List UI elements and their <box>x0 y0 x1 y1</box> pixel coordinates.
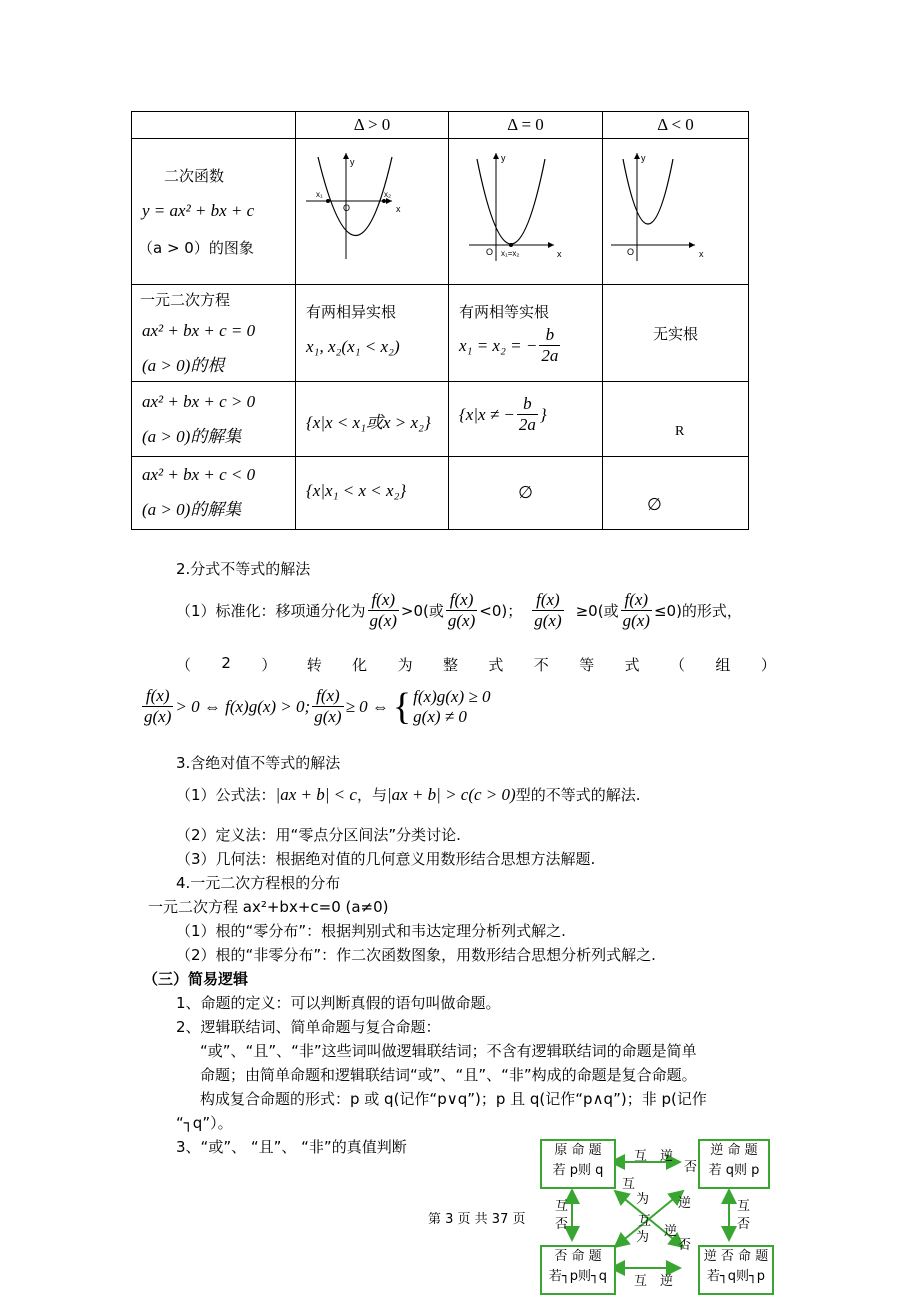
roots-two-distinct <box>296 285 449 382</box>
sec4-zero-distribution: （1）根的“零分布”：根据判别式和韦达定理分析列式解之. <box>176 922 566 940</box>
char: 整 <box>442 656 458 674</box>
sec3-definition-method: （2）定义法：用“零点分区间法”分类讨论. <box>176 826 461 844</box>
sec2-step2-heading <box>176 654 776 675</box>
formula-method-label: （1）公式法： <box>176 786 276 804</box>
label-less-inequality: ax² + bx + c < 0 <box>142 465 256 484</box>
char: 式 <box>624 656 640 674</box>
double-root-formula <box>459 325 562 366</box>
sec3-formula-method <box>176 784 640 805</box>
x1-label: x₁ <box>316 190 323 199</box>
double-root-lhs: x₁ = x₂ = − <box>459 335 538 355</box>
lt-solution-double-root: ∅ <box>449 457 603 530</box>
sec3-geometric-method: （3）几何法：根据绝对值的几何意义用数形结合思想方法解题. <box>176 850 596 868</box>
empty-set-symbol: ∅ <box>647 495 662 514</box>
fraction-denominator: 2a <box>541 346 559 365</box>
x-axis-label: x <box>699 249 704 259</box>
row-lt-label <box>132 457 296 530</box>
inequality-system <box>413 687 490 727</box>
gt-double-lhs: {x|x ≠ − <box>459 404 515 424</box>
y-axis-arrow <box>343 153 349 159</box>
header-delta-zero: Δ = 0 <box>449 112 603 139</box>
system-line-1: f(x)g(x) ≥ 0 <box>413 686 491 706</box>
connector-and: ，与 <box>356 786 387 804</box>
parabola-curve <box>477 159 545 244</box>
char: 等 <box>579 656 595 674</box>
lt-solution-two-roots <box>296 457 449 530</box>
all-reals-symbol: R <box>675 424 685 439</box>
x2-label: x₂ <box>384 190 392 199</box>
label-function-formula: y = ax² + bx + c <box>142 201 255 220</box>
diag-label: 否 <box>684 1160 698 1175</box>
table-corner-cell <box>132 112 296 139</box>
row-graph-label <box>132 139 296 285</box>
gt-double-fraction <box>517 394 538 435</box>
label-quadratic-function: 二次函数 <box>164 167 225 185</box>
char: 2 <box>221 654 231 672</box>
page-footer: 第 3 页 共 37 页 <box>428 1212 526 1227</box>
box-title: 逆 否 命 题 <box>703 1249 769 1264</box>
mutual-converse-bottom-label: 互 逆 <box>634 1274 674 1289</box>
mutual-converse-top-label: 互 逆 <box>634 1149 674 1164</box>
y-axis-label: y <box>641 153 646 163</box>
x1-equals-x2-label: x₁=x₂ <box>501 249 520 258</box>
gt-solution-no-root <box>603 382 749 457</box>
origin-label: O <box>627 247 635 257</box>
quadratic-table <box>131 111 749 530</box>
denominator: g(x) <box>534 611 562 630</box>
logic-compound-forms-2: “┐q”）。 <box>176 1114 233 1132</box>
numerator: f(x) <box>142 686 173 707</box>
char: 式 <box>488 656 504 674</box>
root-x1-point <box>326 199 330 203</box>
fraction-denominator: 2a <box>518 415 536 434</box>
char: 化 <box>352 656 368 674</box>
sec2-step1 <box>176 590 742 631</box>
char: 组 <box>715 656 731 674</box>
diag-label: 逆 <box>664 1224 678 1239</box>
lt-solution-set-formula: {x|x₁ < x < x₂} <box>306 481 407 500</box>
diag-label: 否 <box>678 1238 692 1253</box>
step1-intro: （1）标准化：移项通分化为 <box>176 602 366 620</box>
diag-label: 互 <box>622 1177 636 1192</box>
contrapositive-proposition-box <box>698 1245 774 1295</box>
numerator: f(x) <box>532 590 563 611</box>
y-axis-arrow <box>634 153 640 159</box>
numerator: f(x) <box>312 686 343 707</box>
diag-label: 为 <box>636 1230 650 1245</box>
fraction-fx-gx <box>446 590 477 631</box>
gt-solution-set-formula: {x|x < x₁或x > x₂} <box>306 413 431 432</box>
abs-lt-inequality: |ax + b| < c <box>275 784 357 804</box>
label-graph-condition: （a > 0）的图象 <box>138 239 254 257</box>
gt-solution-double-formula <box>459 394 547 435</box>
fraction-fx-gx <box>312 686 343 727</box>
logic-connectives-para-2: 命题；由简单命题和逻辑联结词“或”、“且”、“非”构成的命题是复合命题。 <box>200 1066 697 1084</box>
denominator: g(x) <box>314 707 342 726</box>
fraction-numerator: b <box>517 394 538 415</box>
no-real-roots: 无实根 <box>603 285 749 382</box>
equivalence-product: > 0 ⇔ f(x)g(x) > 0; <box>175 696 311 716</box>
abs-gt-inequality: |ax + b| > c(c > 0) <box>386 784 516 804</box>
box-title: 否 命 题 <box>554 1249 602 1264</box>
step1-lt0: <0)； <box>479 602 523 620</box>
x-axis-arrow <box>548 242 554 248</box>
parabola-no-root-graph <box>603 139 748 284</box>
y-axis-label: y <box>501 153 506 163</box>
denominator: g(x) <box>622 611 650 630</box>
logic-connectives-para-1: “或”、“且”、“非”这些词叫做逻辑联结词；不含有逻辑联结词的命题是简单 <box>200 1042 697 1060</box>
parabola-curve <box>623 159 673 224</box>
formula-method-tail: 型的不等式的解法. <box>515 786 641 804</box>
denominator: g(x) <box>369 611 397 630</box>
logic-heading: （三）简易逻辑 <box>143 970 249 988</box>
mutual-negation-right-label: 互 否 <box>737 1199 751 1232</box>
label-equation-formula: ax² + bx + c = 0 <box>142 321 256 340</box>
diag-label: 为 <box>636 1192 650 1207</box>
label-less-solution-set: (a > 0)的解集 <box>142 500 242 519</box>
converse-proposition-box <box>698 1139 770 1189</box>
graph-no-root <box>603 139 749 285</box>
gt-solution-two-roots <box>296 382 449 457</box>
denominator: g(x) <box>447 611 476 630</box>
two-distinct-roots-formula: x₁, x₂(x₁ < x₂) <box>306 337 400 356</box>
header-delta-negative: Δ < 0 <box>603 112 749 139</box>
box-formula: 若┐q则┐p <box>706 1269 766 1284</box>
sec4-nonzero-distribution: （2）根的“非零分布”：作二次函数图象，用数形结合思想分析列式解之. <box>176 946 656 964</box>
fraction-fx-gx <box>621 590 652 631</box>
box-formula: 若 p则 q <box>552 1163 604 1178</box>
char: （ <box>176 656 192 674</box>
section-2-title: 2.分式不等式的解法 <box>176 560 311 578</box>
logic-compound-forms-1: 构成复合命题的形式：p 或 q(记作“p∨q”)；p 且 q(记作“p∧q”)；非 p(记作 <box>200 1090 707 1108</box>
mutual-negation-left-label: 互 否 <box>555 1199 569 1232</box>
graph-two-roots <box>296 139 449 285</box>
label-quadratic-equation: 一元二次方程 <box>140 291 231 309</box>
equivalence-system: ≥ 0 ⇔ <box>345 696 389 716</box>
origin-label: O <box>486 247 494 257</box>
gt-solution-double-root <box>449 382 603 457</box>
numerator: f(x) <box>621 590 652 611</box>
double-root-fraction <box>539 325 560 366</box>
box-formula: 若 q则 p <box>708 1163 760 1178</box>
x-axis-label: x <box>557 249 562 259</box>
origin-label: O <box>343 203 351 213</box>
section-4-title: 4.一元二次方程根的分布 <box>176 874 341 892</box>
char: ） <box>760 656 776 674</box>
sec4-equation: 一元二次方程 ax²+bx+c=0 (a≠0) <box>148 898 389 916</box>
box-title: 原 命 题 <box>554 1143 602 1158</box>
two-distinct-roots-text: 有两相异实根 <box>306 303 397 321</box>
original-proposition-box <box>540 1139 616 1189</box>
box-title: 逆 命 题 <box>710 1143 758 1158</box>
char: ） <box>261 656 277 674</box>
double-root-point <box>509 243 513 247</box>
label-roots-condition: (a > 0)的根 <box>142 356 225 375</box>
parabola-two-roots-graph <box>296 139 448 284</box>
label-greater-inequality: ax² + bx + c > 0 <box>142 392 256 411</box>
roots-double <box>449 285 603 382</box>
parabola-curve <box>318 157 392 236</box>
graph-double-root <box>449 139 603 285</box>
step1-ge0: ≥0(或 <box>575 602 619 620</box>
row-gt-label <box>132 382 296 457</box>
system-line-2: g(x) ≠ 0 <box>413 706 467 726</box>
denominator: g(x) <box>144 707 172 726</box>
fraction-fx-gx <box>142 686 173 727</box>
inverse-proposition-box <box>540 1245 616 1295</box>
char: 转 <box>306 656 322 674</box>
label-greater-solution-set: (a > 0)的解集 <box>142 427 242 446</box>
fraction-fx-gx <box>368 590 399 631</box>
parabola-double-root-graph <box>449 139 602 284</box>
fraction-fx-gx <box>532 590 563 631</box>
sec2-step2-formula <box>140 686 490 727</box>
y-axis-label: y <box>350 157 355 167</box>
two-equal-roots-text: 有两相等实根 <box>459 303 550 321</box>
char: （ <box>670 656 686 674</box>
diag-label: 互 <box>638 1214 652 1229</box>
gt-double-rhs: } <box>539 404 547 424</box>
char: 为 <box>397 656 413 674</box>
row-roots-label <box>132 285 296 382</box>
lt-solution-no-root <box>603 457 749 530</box>
fraction-numerator: b <box>539 325 560 346</box>
x-axis-arrow <box>689 242 695 248</box>
step1-le0: ≤0)的形式， <box>653 602 742 620</box>
header-delta-positive: Δ > 0 <box>296 112 449 139</box>
box-formula: 若┐p则┐q <box>548 1269 608 1284</box>
x-axis-label: x <box>396 204 401 214</box>
char: 不 <box>533 656 549 674</box>
numerator: f(x) <box>446 590 477 611</box>
logic-proposition-definition: 1、命题的定义：可以判断真假的语句叫做命题。 <box>176 994 501 1012</box>
section-3-title: 3.含绝对值不等式的解法 <box>176 754 341 772</box>
step1-gt0: >0(或 <box>400 602 444 620</box>
left-brace: { <box>392 685 412 728</box>
diag-label: 逆 <box>678 1196 692 1211</box>
y-axis-arrow <box>493 153 499 159</box>
logic-truth-value-title: 3、“或”、 “且”、 “非”的真值判断 <box>176 1138 407 1156</box>
numerator: f(x) <box>368 590 399 611</box>
logic-connectives-title: 2、逻辑联结词、简单命题与复合命题： <box>176 1018 441 1036</box>
root-x2-point <box>382 199 386 203</box>
